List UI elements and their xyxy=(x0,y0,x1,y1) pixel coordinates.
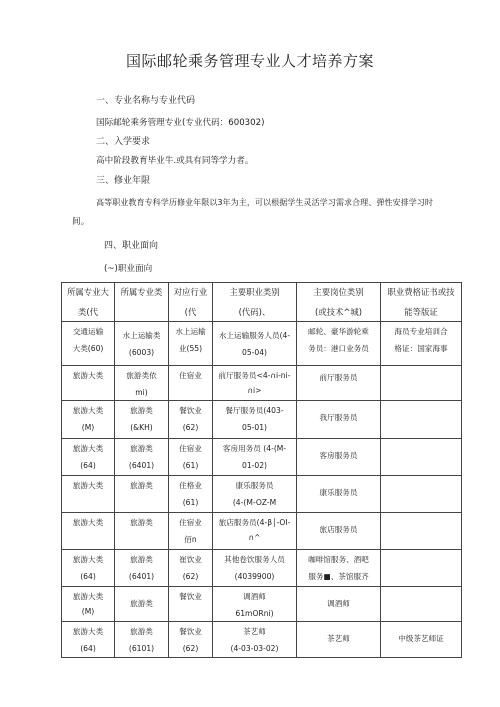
table-cell: 住格业 (61) xyxy=(169,476,213,513)
table-cell: 前厅服务员 xyxy=(297,366,381,401)
table-cell: 旅游类 (6401) xyxy=(115,550,169,587)
table-cell: 我厅服务员 xyxy=(297,401,381,439)
document-title: 国际邮轮乘务管理专业人才培养方案 xyxy=(125,52,374,70)
table-cell: 餐厅服务员(403- 05-01) xyxy=(213,401,297,439)
table-cell: 住宿业 佰n xyxy=(169,513,213,550)
table-cell: 旅游大类 (M) xyxy=(62,587,115,622)
section-4-heading: 四、职业面向 xyxy=(104,241,159,251)
table-cell: 旅店服务员 xyxy=(297,513,381,550)
table-row xyxy=(62,366,462,401)
table-cell: 交通运输 大类(60) xyxy=(62,322,115,366)
table-row xyxy=(62,550,462,587)
table-cell: 茶艺师 (4-03-03-02) xyxy=(213,622,297,658)
table-cell: 旅游类 xyxy=(115,476,169,513)
table-cell: 旅游类 (6101) xyxy=(115,622,169,658)
table-cell: 前厅服务员<4-∩i-ni- ∩i> xyxy=(213,366,297,401)
table-cell: 水上运输服务人员(4- 05-04) xyxy=(213,322,297,366)
table-cell: 住宿业 xyxy=(169,366,213,401)
table-row xyxy=(62,439,462,476)
header-industry: 对应行业 (代 xyxy=(169,283,213,322)
table-cell: 旅游大类 xyxy=(62,476,115,513)
table-cell: 调酒师 61mORni) xyxy=(213,587,297,622)
career-table xyxy=(61,282,462,658)
header-major-class: 所属专业类 xyxy=(115,283,169,322)
section-2-heading: 二、入学要求 xyxy=(96,137,151,147)
section-2-body: 高中阶段教育毕业牛.或具有同等学力者。 xyxy=(96,156,254,166)
table-cell: 旅游类 (6401) xyxy=(115,439,169,476)
table-header-row xyxy=(62,283,462,322)
table-cell: 旅游类 xyxy=(115,587,169,622)
table-cell: 崔饮业 (62) xyxy=(169,550,213,587)
table-cell: 旅游类 xyxy=(115,513,169,550)
table-cell: 旅游大类 (64) xyxy=(62,550,115,587)
table-cell xyxy=(381,550,462,587)
table-cell: 康乐服务员 xyxy=(297,476,381,513)
table-row xyxy=(62,513,462,550)
table-cell: 餐饮业 xyxy=(169,587,213,622)
table-cell: 旅游大类 (64) xyxy=(62,622,115,658)
table-cell: 客房服务员 xyxy=(297,439,381,476)
table-cell xyxy=(381,587,462,622)
table-row xyxy=(62,587,462,622)
table-cell: 旅游大类 xyxy=(62,513,115,550)
table-cell: 旅游类依 mi) xyxy=(115,366,169,401)
table-cell: 中级茶艺师证 xyxy=(381,622,462,658)
table-cell: 旅店服务员(4-β│-OI- ∩^ xyxy=(213,513,297,550)
table-cell: 餐饮业 (62) xyxy=(169,401,213,439)
header-occupation: 主要职业类别 (代码)、 xyxy=(213,283,297,322)
table-cell: 茶艺师 xyxy=(297,622,381,658)
table-cell: 住宿业 (61) xyxy=(169,439,213,476)
table-cell: 咖啡馆服务、酒吧 服务■、茶馆服齐 xyxy=(297,550,381,587)
table-cell xyxy=(381,513,462,550)
table-cell: 旅游类 (&KH) xyxy=(115,401,169,439)
table-row xyxy=(62,622,462,658)
table-cell: 客房用务员 (4-(M- 01-02) xyxy=(213,439,297,476)
section-4-subheading: (~)职业面向 xyxy=(104,264,153,274)
table-cell: 海员专业培训合 格证：国家海事 xyxy=(381,322,462,366)
table-cell: 旅游大类 (M) xyxy=(62,401,115,439)
table-cell: 旅游大类 xyxy=(62,366,115,401)
table-cell xyxy=(381,476,462,513)
table-cell: 调酒师 xyxy=(297,587,381,622)
table-cell: 水上运输类 (6003) xyxy=(115,322,169,366)
header-major-category: 所属专业大 类(代 xyxy=(62,283,115,322)
table-cell: 餐饮业 (62) xyxy=(169,622,213,658)
table-cell xyxy=(381,401,462,439)
section-3-heading: 三、修业年限 xyxy=(96,176,151,186)
table-cell xyxy=(381,439,462,476)
header-position: 主要岗位类别 (或技术^城) xyxy=(297,283,381,322)
section-3-body-line1: 高等职业教育专科学历修业年限以3年为主，可以根据学生灵活学习需求合理、弹性安排学习时 xyxy=(96,197,433,207)
section-1-body: 国际邮轮乘务管理专业(专业代码：600302) xyxy=(96,118,265,128)
table-row xyxy=(62,476,462,513)
table-cell: 康乐服务员 (4-(M-OZ-M xyxy=(213,476,297,513)
table-cell: 邮轮、豪华游轮乘 务员：港口业务员 xyxy=(297,322,381,366)
table-cell: 旅游大类 (64) xyxy=(62,439,115,476)
table-row xyxy=(62,322,462,366)
header-certificate: 职业费格证书或技 能等版证 xyxy=(381,283,462,322)
table-cell: 水上运输 业(55) xyxy=(169,322,213,366)
table-cell xyxy=(381,366,462,401)
section-1-heading: 一、专业名称与专业代码 xyxy=(96,96,196,106)
section-3-body-line2: 间。 xyxy=(72,217,90,227)
table-row xyxy=(62,401,462,439)
table-cell: 其他卷饮服务人员 (4039900) xyxy=(213,550,297,587)
